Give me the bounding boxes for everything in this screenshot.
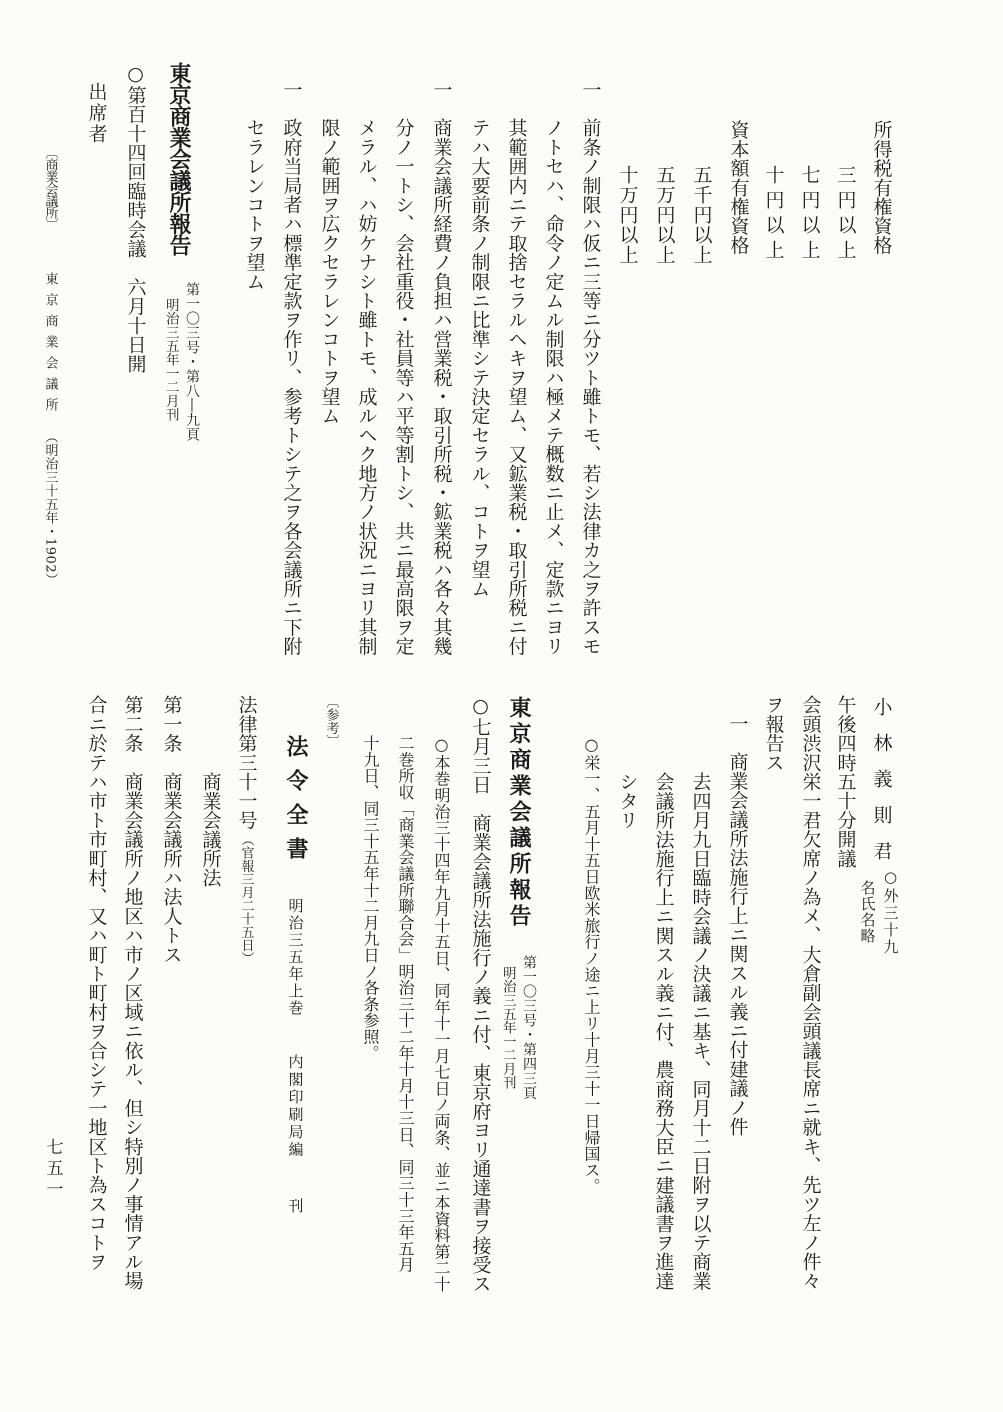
item-line: 去四月九日臨時会議ノ決議ニ基キ、同月十二日附ヲ以テ商業 bbox=[689, 772, 712, 1291]
attendees-label: 出席者 bbox=[85, 82, 108, 145]
income-tax-qualification-heading: 所得税有権資格 bbox=[870, 120, 893, 255]
resolution-line: 商業会議所経費ノ負担ハ営業税・取引所税・鉱業税ハ各々其幾 bbox=[430, 118, 453, 656]
law-gazette: （官報三月二十五日） bbox=[238, 833, 254, 965]
reference-title: 法令全書 bbox=[283, 735, 308, 871]
reference-published: 刊 bbox=[286, 1198, 305, 1214]
income-tax-tier: 三円以上 bbox=[834, 165, 857, 265]
page-number: 七五一 bbox=[42, 1138, 63, 1201]
law-number: 法律第三十一号 bbox=[235, 695, 258, 830]
resolution-line: セラレンコトヲ望ム bbox=[243, 118, 266, 291]
resolution-line: 政府当局者ハ標準定款ヲ作リ、参考トシテ之ヲ各会議所ニ下附 bbox=[280, 118, 303, 656]
item-marker: 一 bbox=[726, 714, 749, 734]
report-source-date: 明治三五年一二月刊 bbox=[499, 966, 516, 1090]
capital-qualification-heading: 資本額有権資格 bbox=[727, 120, 750, 255]
income-tax-tier: 十円以上 bbox=[762, 165, 785, 265]
attendee-name: 小林義則君 bbox=[870, 697, 893, 877]
reference-label: 〔参考〕 bbox=[323, 695, 339, 748]
resolution-line: 前条ノ制限ハ仮ニ三等ニ分ツト雖トモ、若シ法律カ之ヲ許スモ bbox=[579, 118, 602, 656]
law-article: 合ニ於テハ市ト市町村、又ハ町ト町村ヲ合シテ一地区ト為スコトヲ bbox=[85, 695, 108, 1271]
header-era: （明治三十五年・1902） bbox=[42, 430, 58, 587]
resolution-line: 分ノ一トシ、会社重役・社員等ハ平等割トシ、共ニ最高限ヲ定 bbox=[392, 118, 415, 656]
capital-tier: 十万円以上 bbox=[616, 165, 639, 265]
cross-reference-line: 十九日、同三十五年十二月九日ノ各条参照。 bbox=[361, 735, 380, 1061]
law-article: 第一条 商業会議所ハ法人トス bbox=[160, 695, 183, 964]
item-title: 商業会議所法施行上ニ関スル義ニ付建議ノ件 bbox=[726, 752, 749, 1136]
chair-line: 会頭渋沢栄一君欠席ノ為メ、大倉副会頭議長席ニ就キ、先ツ左ノ件々 bbox=[799, 695, 822, 1291]
law-article: 第二条 商業会議所ノ地区ハ市ノ区域ニ依ル、但シ特別ノ事情アル場 bbox=[121, 695, 144, 1291]
header-section: 〔商業会議所〕 bbox=[42, 146, 58, 230]
july-entry: ○七月三日 商業会議所法施行ノ義ニ付、東京府ヨリ通達書ヲ接受ス bbox=[469, 695, 492, 1294]
attendee-note: ○外三十九 bbox=[881, 868, 900, 956]
income-tax-tier: 七円以上 bbox=[798, 165, 821, 265]
resolution-marker: 一 bbox=[430, 80, 453, 100]
resolution-line: テハ大要前条ノ制限ニ比準シテ決定セラル、コトヲ望ム bbox=[468, 118, 491, 598]
resolution-marker: 一 bbox=[579, 80, 602, 100]
report-source-date: 明治三五年一二月刊 bbox=[162, 298, 179, 422]
opening-time: 午後四時五十分開議 bbox=[834, 695, 857, 868]
travel-note: ○栄一、五月十五日欧米旅行ノ途ニ上リ十月三十一日帰国ス。 bbox=[582, 735, 601, 1195]
attendee-note: 名氏名略 bbox=[858, 880, 877, 944]
cross-reference-line: 二巻所収「商業会議所聯合会」明治三十二年十月十三日、同三十三年五月 bbox=[396, 735, 415, 1273]
capital-tier: 五千円以上 bbox=[690, 165, 713, 265]
report-source-issue: 第一〇三号・第八―九頁 bbox=[184, 282, 200, 442]
meeting-title: ○第百十四回臨時会議 六月十日開 bbox=[124, 63, 147, 374]
reference-volume: 明治三五年上巻 bbox=[286, 898, 305, 1017]
item-line: 会議所法施行上ニ関スル義ニ付、農商務大臣ニ建議書ヲ進達 bbox=[652, 772, 675, 1291]
report-source-issue: 第一〇三号・第四三頁 bbox=[521, 955, 537, 1100]
resolution-marker: 一 bbox=[280, 80, 303, 100]
chair-line: ヲ報告ス bbox=[762, 695, 785, 772]
header-organization: 東京商業会議所 bbox=[42, 272, 58, 419]
reference-editor: 内閣印刷局編 bbox=[286, 1054, 305, 1159]
report-heading: 東京商業会議所報告 bbox=[166, 62, 191, 256]
cross-reference-line: ○本巻明治三十四年九月十五日、同年十一月七日ノ両条、並ニ本資料第二十 bbox=[432, 735, 451, 1293]
law-name: 商業会議所法 bbox=[199, 772, 222, 888]
resolution-line: メラル、ハ妨ケナシト雖トモ、成ルヘク地方ノ状況ニヨリ其制 bbox=[355, 118, 378, 656]
capital-tier: 五万円以上 bbox=[653, 165, 676, 265]
resolution-line: ノトセハ、命令ノ定ムル制限ハ極メテ概数ニ止メ、定款ニヨリ bbox=[542, 118, 565, 656]
resolution-line: 限ノ範囲ヲ広クセラレンコトヲ望ム bbox=[318, 118, 341, 426]
item-line: シタリ bbox=[616, 772, 639, 830]
report-heading: 東京商業会議所報告 bbox=[506, 696, 531, 930]
resolution-line: 其範囲内ニテ取捨セラルヘキヲ望ム、又鉱業税・取引所税ニ付 bbox=[505, 118, 528, 656]
